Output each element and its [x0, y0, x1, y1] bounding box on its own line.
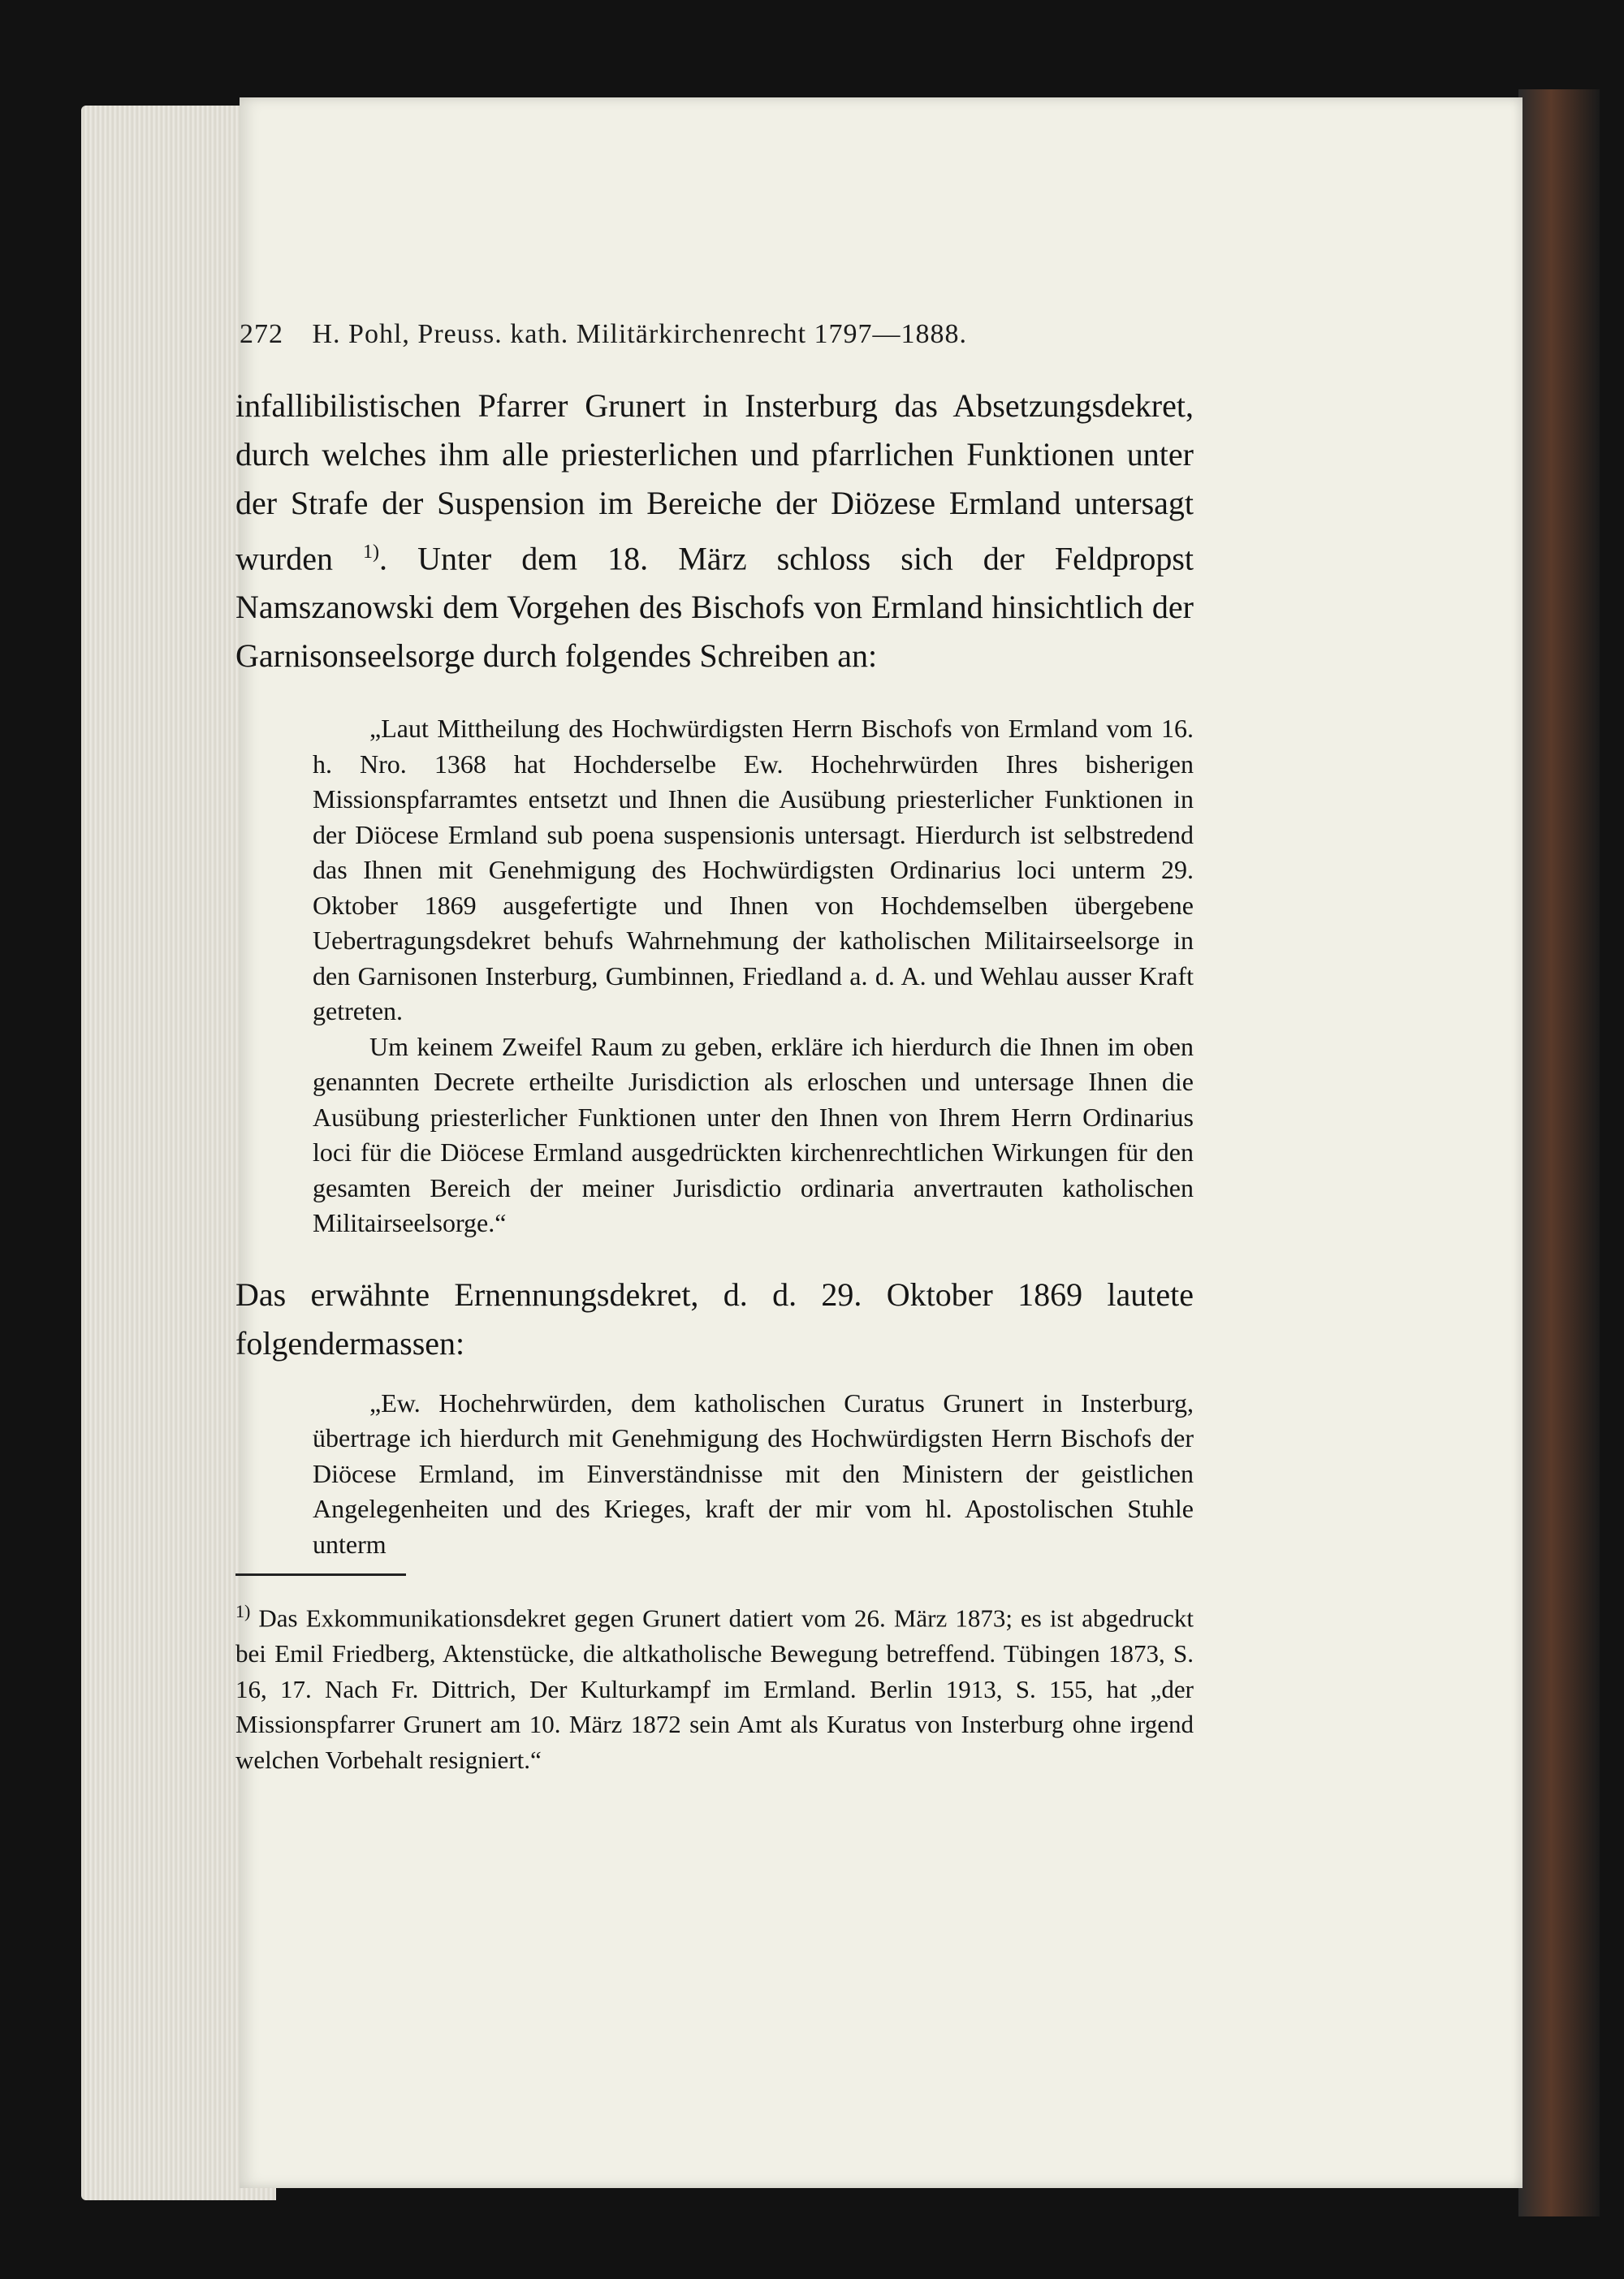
block-quote-2 — [313, 1386, 1194, 1563]
footnote-reference: 1) — [363, 542, 380, 563]
footnote-mark: 1) — [235, 1601, 251, 1622]
page-body — [235, 382, 1194, 1777]
quote-1-paragraph-1: „Laut Mittheilung des Hochwürdigsten Herrn Bischofs von Ermland vom 16. h. Nro. 1368 hat Hochderselbe Ew. Hochehrwürden Ihres bisherigen Missionspfarramtes entsetzt und Ihnen die Ausübung priesterlicher Funktionen in der Diöcese Ermland sub poena suspensionis untersagt. Hierdurch ist selbstredend das Ihnen mit Genehmigung des Hochwürdigsten Ordinarius loci unterm 29. Oktober 1869 ausgefertigte und Ihnen von Hochdemselben übergebene Uebertragungsdekret behufs Wahrnehmung der katholischen Militairseelsorge in den Garnisonen Insterburg, Gumbinnen, Friedland a. d. A. und Wehlau ausser Kraft getreten. — [313, 714, 1194, 1026]
quote-2-paragraph-1: „Ew. Hochehrwürden, dem katholischen Curatus Grunert in Insterburg, übertrage ich hierdurch mit Genehmigung des Hochwürdigsten Herrn Bischofs der Diöcese Ermland, im Einverständnisse mit den Ministern der geistlichen Angelegenheiten und des Krieges, kraft der mir vom hl. Apostolischen Stuhle unterm — [313, 1388, 1194, 1559]
running-title: H. Pohl, Preuss. kath. Militärkirchenrecht 1797—1888. — [312, 319, 968, 349]
block-quote-1 — [313, 711, 1194, 1241]
running-header — [240, 319, 1328, 350]
paragraph-1-text-after: . Unter dem 18. März schloss sich der Feldpropst Namszanowski dem Vorgehen des Bischofs von Ermland hinsichtlich der Garnisonseelsorge durch folgendes Schreiben an: — [235, 540, 1194, 675]
book-cover-edge — [1518, 89, 1600, 2216]
paragraph-2: Das erwähnte Ernennungsdekret, d. d. 29. Oktober 1869 lautete folgendermassen: — [235, 1275, 1194, 1362]
footnote — [235, 1594, 1194, 1777]
paragraph-1 — [235, 382, 1194, 680]
page-number: 272 — [240, 319, 283, 349]
footnote-text: Das Exkommunikationsdekret gegen Grunert datiert vom 26. März 1873; es ist abgedruckt bei Emil Friedberg, Aktenstücke, die altkatholische Bewegung betreffend. Tübingen 1873, S. 16, 17. Nach Fr. Dittrich, Der Kulturkampf im Ermland. Berlin 1913, S. 155, hat „der Missionspfarrer Grunert am 10. März 1872 sein Amt als Kuratus von Insterburg ohne irgend welchen Vorbehalt resigniert.“ — [235, 1604, 1194, 1774]
paragraph-1-text-before: infallibilistischen Pfarrer Grunert in Insterburg das Absetzungsdekret, durch welches ihm alle priesterlichen und pfarrlichen Funktionen unter der Strafe der Suspension im Bereiche der Diözese Ermland untersagt wurden — [235, 387, 1194, 577]
footnote-divider — [235, 1573, 406, 1576]
quote-1-paragraph-2: Um keinem Zweifel Raum zu geben, erkläre ich hierdurch die Ihnen im oben genannten Decrete ertheilte Jurisdiction als erloschen und untersage Ihnen die Ausübung priesterlicher Funktionen unter den Ihnen von Ihrem Herrn Ordinarius loci für die Diöcese Ermland ausgedrückten kirchenrechtlichen Wirkungen für den gesamten Bereich der meiner Jurisdictio ordinaria anvertrauten katholischen Militairseelsorge.“ — [313, 1031, 1194, 1238]
